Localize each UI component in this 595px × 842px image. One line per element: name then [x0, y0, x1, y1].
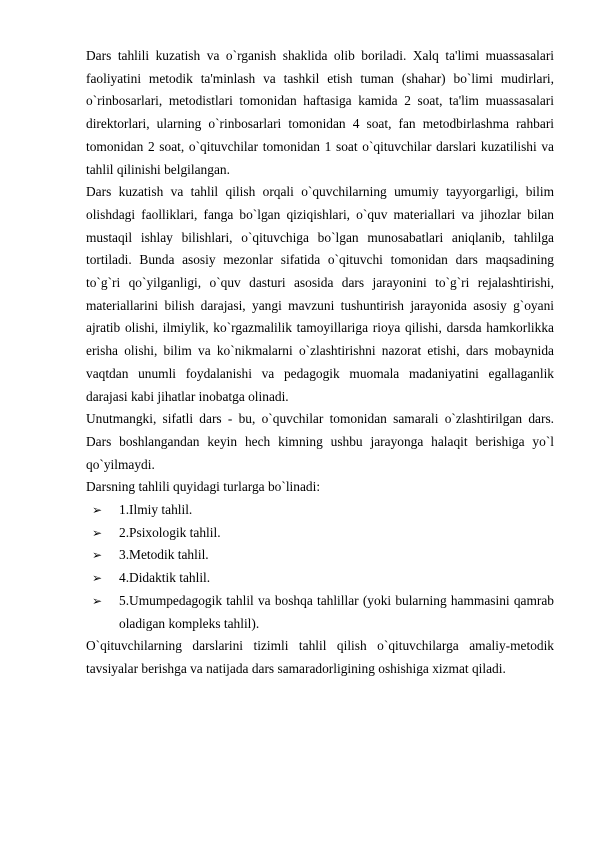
list-item-text: 3.Metodik tahlil.: [119, 547, 209, 563]
list-item-text: 5.Umumpedagogik tahlil va boshqa tahlillar (yoki bularning hammasini qamrab oladigan kompleks tahlil).: [119, 592, 554, 631]
list-item: [86, 544, 554, 567]
paragraph-analysis-criteria: Dars kuzatish va tahlil qilish orqali o`quvchilarning umumiy tayyorgarligi, bilim olishdagi faolliklari, fanga bo`lgan qiziqishlari, o`quv materiallari va jihozlar bilan mustaqil ishlay bilishlari, o`qituvchiga bo`lgan munosabatlari aniqlanib, tahlilga tortiladi. Bunda asosiy mezonlar sifatida o`qituvchi tomonidan dars maqsadining to`g`ri qo`yilganligi, o`quv dasturi asosida dars jarayonini to`g`ri rejalashtirishi, materiallarini bilish darajasi, yangi mavzuni tushuntirish jarayonida asosiy g`oyani ajratib olishi, ilmiylik, ko`rgazmalilik tamoyillariga rioya qilishi, darsda hamkorlikka erisha olishi, bilim va ko`nikmalarni o`zlashtirishni nazorat etishi, dars mobaynida vaqtdan unumli foydalanishi va pedagogik muomala madaniyatini egallaganlik darajasi kabi jihatlar inobatga olinadi.: [86, 184, 554, 404]
paragraph-analysis-types-intro: Darsning tahlili quyidagi turlarga bo`linadi:: [86, 479, 321, 495]
document-body: [86, 45, 554, 681]
paragraph-closing: O`qituvchilarning darslarini tizimli tahlil qilish o`qituvchilarga amaliy-metodik tavsiyalar berishga va natijada dars samaradorligining oshishiga xizmat qiladi.: [86, 638, 554, 676]
arrowhead-bullet-icon: ➢: [92, 548, 103, 563]
list-item-text: 2.Psixologik tahlil.: [119, 524, 221, 540]
list-item-text: 4.Didaktik tahlil.: [119, 570, 211, 586]
arrowhead-bullet-icon: ➢: [92, 593, 103, 608]
arrowhead-bullet-icon: ➢: [92, 525, 103, 540]
arrowhead-bullet-icon: ➢: [92, 571, 103, 586]
analysis-types-list: [86, 499, 554, 635]
paragraph-lesson-observation: Dars tahlili kuzatish va o`rganish shaklida olib boriladi. Xalq ta'limi muassasalari faoliyatini metodik ta'minlash va tashkil etish tuman (shahar) bo`limi mudirlari, o`rinbosarlari, metodistlari tomonidan haftasiga kamida 2 soat, ta'lim muassasalari direktorlari, ularning o`rinbosarlari tomonidan 4 soat, fan metodbirlashma rahbari tomonidan 2 soat, o`qituvchilar tomonidan 1 soat o`qituvchilar darslari kuzatilishi va tahlil qilinishi belgilangan.: [86, 48, 554, 177]
list-item: [86, 567, 554, 590]
paragraph-quality-lesson: Unutmangki, sifatli dars - bu, o`quvchilar tomonidan samarali o`zlashtirilgan dars. Dars boshlangandan keyin hech kimning ushbu jarayonga halaqit berishiga yo`l qo`yilmaydi.: [86, 411, 554, 472]
arrowhead-bullet-icon: ➢: [92, 503, 103, 518]
list-item: [86, 499, 554, 522]
list-item-text: 1.Ilmiy tahlil.: [119, 502, 193, 518]
list-item: [86, 522, 554, 545]
list-item: [86, 590, 554, 635]
